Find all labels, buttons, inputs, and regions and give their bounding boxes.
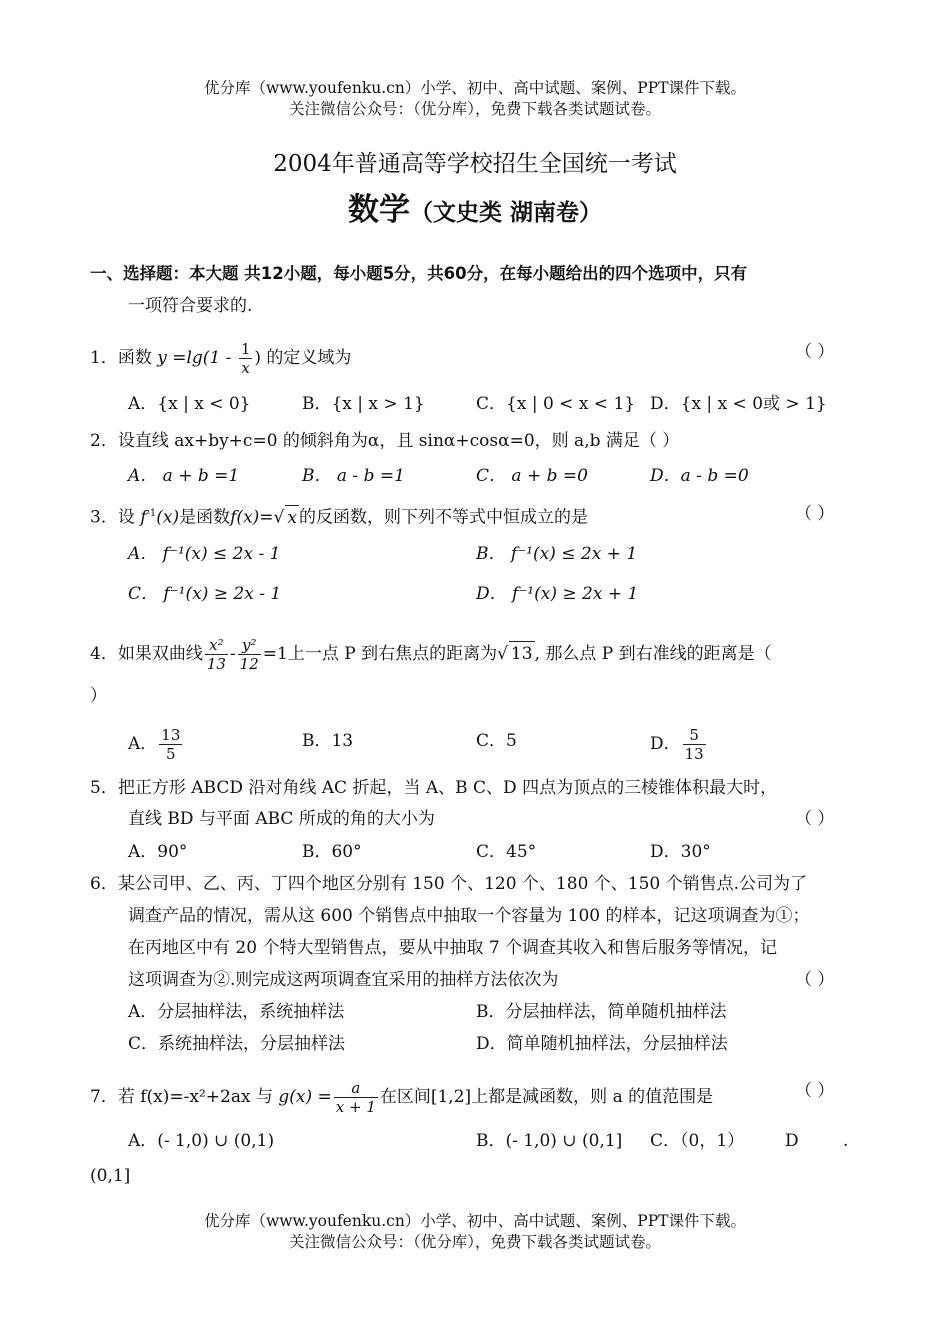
q4-optA-den: 5 [166, 745, 176, 763]
q2-option-b: B． a - b =1 [302, 466, 405, 486]
q4-option-c: C．5 [476, 731, 517, 751]
q7-option-d-dot: . [843, 1131, 849, 1151]
q3-fx: f(x)= [230, 507, 274, 528]
q2-option-c: C． a + b =0 [476, 466, 588, 486]
footer-line-2: 关注微信公众号：（优分库），免费下载各类试题试卷。 [288, 1233, 661, 1251]
q4-f2-den: 12 [239, 655, 259, 673]
q3-option-d: D． f⁻¹(x) ≥ 2x + 1 [476, 584, 639, 604]
q6-line-2: 调查产品的情况，需从这 600 个销售点中抽取一个容量为 100 的样本，记这项调查为①； [128, 906, 810, 926]
question-6 [90, 872, 807, 896]
q4-option-a-fraction [159, 726, 182, 763]
section-instruction-line-1: 一、选择题：本大题 共12小题，每小题5分，共60分，在每小题给出的四个选项中，只有 [90, 264, 748, 283]
q1-text-post: 的定义域为 [266, 348, 352, 368]
exam-title: 2004年普通高等学校招生全国统一考试 [273, 151, 677, 177]
q6-option-b: B．分层抽样法，简单随机抽样法 [476, 1002, 727, 1022]
q3-option-c: C． f⁻¹(x) ≥ 2x - 1 [128, 584, 282, 604]
q4-option-a-label: A． [128, 734, 158, 754]
q4-f1-num: x² [205, 636, 228, 655]
q3-arg: (x) [156, 507, 180, 528]
q4-option-a [128, 726, 184, 763]
q7-option-d: D [785, 1131, 799, 1151]
q2-option-a: A． a + b =1 [128, 466, 240, 486]
q5-option-a: A．90° [128, 842, 188, 862]
q6-option-a: A．分层抽样法，系统抽样法 [128, 1002, 345, 1022]
q3-radicand: x [285, 505, 299, 530]
q5-option-b: B．60° [302, 842, 362, 862]
question-1 [90, 340, 351, 377]
q3-text-mid: 是函数 [179, 507, 231, 528]
q7-option-b: B．(- 1,0) ∪ (0,1] [476, 1131, 623, 1151]
footer-banner [0, 1211, 950, 1253]
subject-name: 数学 [347, 192, 410, 228]
q5-number: 5． [90, 778, 118, 798]
q4-text-mid: 上一点 P 到右焦点的距离为 [287, 644, 498, 664]
q4-text-pre: 如果双曲线 [117, 644, 203, 664]
q3-text-pre: 设 [117, 507, 135, 528]
section-instruction-line-2: 一项符合要求的. [128, 296, 253, 316]
q1-fraction [239, 340, 253, 377]
q6-line-3: 在丙地区中有 20 个特大型销售点，要从中抽取 7 个调查其收入和售后服务等情况，记 [128, 938, 778, 958]
q2-option-d: D．a - b =0 [650, 466, 749, 486]
q1-formula-end: ) [254, 348, 261, 368]
header-line-1: 优分库（www.youfenku.cn）小学、初中、高中试题、案例、PPT课件下载。 [203, 79, 747, 97]
exam-subject-title [0, 184, 950, 229]
q5-option-d: D．30° [650, 842, 711, 862]
q1-frac-num: 1 [240, 340, 251, 358]
question-7 [90, 1079, 713, 1116]
footer-line-1: 优分库（www.youfenku.cn）小学、初中、高中试题、案例、PPT课件下载。 [203, 1212, 747, 1230]
q4-radicand: 13 [509, 641, 535, 666]
question-3 [90, 502, 588, 530]
q6-answer-paren: （ ） [795, 970, 835, 990]
question-5 [90, 776, 777, 800]
q6-number: 6． [90, 874, 118, 894]
q1-answer-paren: （ ） [795, 342, 835, 362]
q4-option-d-fraction [683, 726, 706, 763]
q5-option-c: C．45° [476, 842, 537, 862]
q1-option-c: C．{x | 0 < x < 1} [476, 394, 636, 414]
q5-line-1: 把正方形 ABCD 沿对角线 AC 折起，当 A、B C、D 四点为顶点的三棱锥体积最大时， [117, 778, 778, 798]
q7-frac-num: a [334, 1079, 378, 1098]
q1-formula: y =lg(1 - [157, 348, 237, 368]
q7-option-c: C．（0，1） [650, 1131, 745, 1151]
q3-inverse-sup: -1 [146, 508, 157, 519]
q4-f2-num: y² [238, 636, 261, 655]
q4-number: 4． [90, 644, 118, 664]
q2-number: 2． [90, 431, 118, 451]
q5-answer-paren: （ ） [795, 809, 835, 829]
q4-fraction-2 [238, 636, 261, 673]
q7-option-d-wrap: (0,1] [90, 1166, 131, 1186]
q3-text-post: 的反函数，则下列不等式中恒成立的是 [298, 507, 588, 528]
q5-line-2: 直线 BD 与平面 ABC 所成的角的大小为 [128, 809, 435, 829]
q7-number: 7． [90, 1087, 118, 1107]
q6-line-4: 这项调查为②.则完成这两项调查宜采用的抽样方法依次为 [128, 970, 559, 990]
q4-f1-den: 13 [206, 655, 226, 673]
q3-option-a: A． f⁻¹(x) ≤ 2x - 1 [128, 544, 281, 564]
q4-optD-num: 5 [683, 726, 706, 745]
q3-option-b: B． f⁻¹(x) ≤ 2x + 1 [476, 544, 638, 564]
q4-fraction-1 [205, 636, 228, 673]
q7-fraction [334, 1079, 378, 1116]
q4-optD-den: 13 [684, 745, 704, 763]
q7-gx: g(x) = [278, 1087, 332, 1107]
question-2 [90, 429, 679, 453]
q6-option-c: C．系统抽样法，分层抽样法 [128, 1034, 346, 1054]
q4-eq: =1 [262, 644, 288, 664]
q1-number: 1． [90, 348, 118, 368]
q4-option-d-label: D． [650, 734, 681, 754]
q4-wrap: ） [90, 686, 107, 706]
q4-text-post: , 那么点 P 到右准线的距离是（ [534, 644, 772, 664]
q4-sqrt-icon: √ [497, 644, 508, 664]
q1-option-a: A．{x | x < 0} [128, 394, 251, 414]
subject-subtitle: （文史类 湖南卷） [409, 199, 602, 226]
q3-sqrt-icon: √ [273, 507, 285, 528]
q4-option-b: B．13 [302, 731, 354, 751]
q7-frac-den: x + 1 [335, 1098, 376, 1116]
q4-optA-num: 13 [161, 726, 181, 744]
q1-text-pre: 函数 [117, 348, 152, 368]
header-banner [0, 78, 950, 120]
q1-option-d: D．{x | x < 0或 > 1} [650, 394, 827, 414]
q1-option-b: B．{x | x > 1} [302, 394, 425, 414]
q6-line-1: 某公司甲、乙、丙、丁四个地区分别有 150 个、120 个、180 个、150 个销售点.公司为了 [117, 874, 808, 894]
question-4 [90, 636, 772, 673]
q7-text-post: 在区间[1,2]上都是减函数，则 a 的值范围是 [379, 1087, 714, 1107]
q3-func: f [140, 507, 147, 528]
q1-frac-den: x [241, 359, 250, 377]
q7-text-pre: 若 f(x)=-x²+2ax 与 [117, 1087, 273, 1107]
q6-option-d: D．简单随机抽样法，分层抽样法 [476, 1034, 728, 1054]
header-line-2: 关注微信公众号：（优分库），免费下载各类试题试卷。 [288, 100, 661, 118]
q3-answer-paren: （ ） [795, 504, 835, 524]
q7-answer-paren: （ ） [795, 1081, 835, 1101]
q4-option-d [650, 726, 708, 763]
q2-text: 设直线 ax+by+c=0 的倾斜角为α，且 sinα+cosα=0，则 a,b 满足（ ） [117, 431, 680, 451]
q4-minus: - [229, 644, 236, 664]
q7-option-a: A．(- 1,0) ∪ (0,1) [128, 1131, 275, 1151]
q3-number: 3． [90, 507, 118, 528]
